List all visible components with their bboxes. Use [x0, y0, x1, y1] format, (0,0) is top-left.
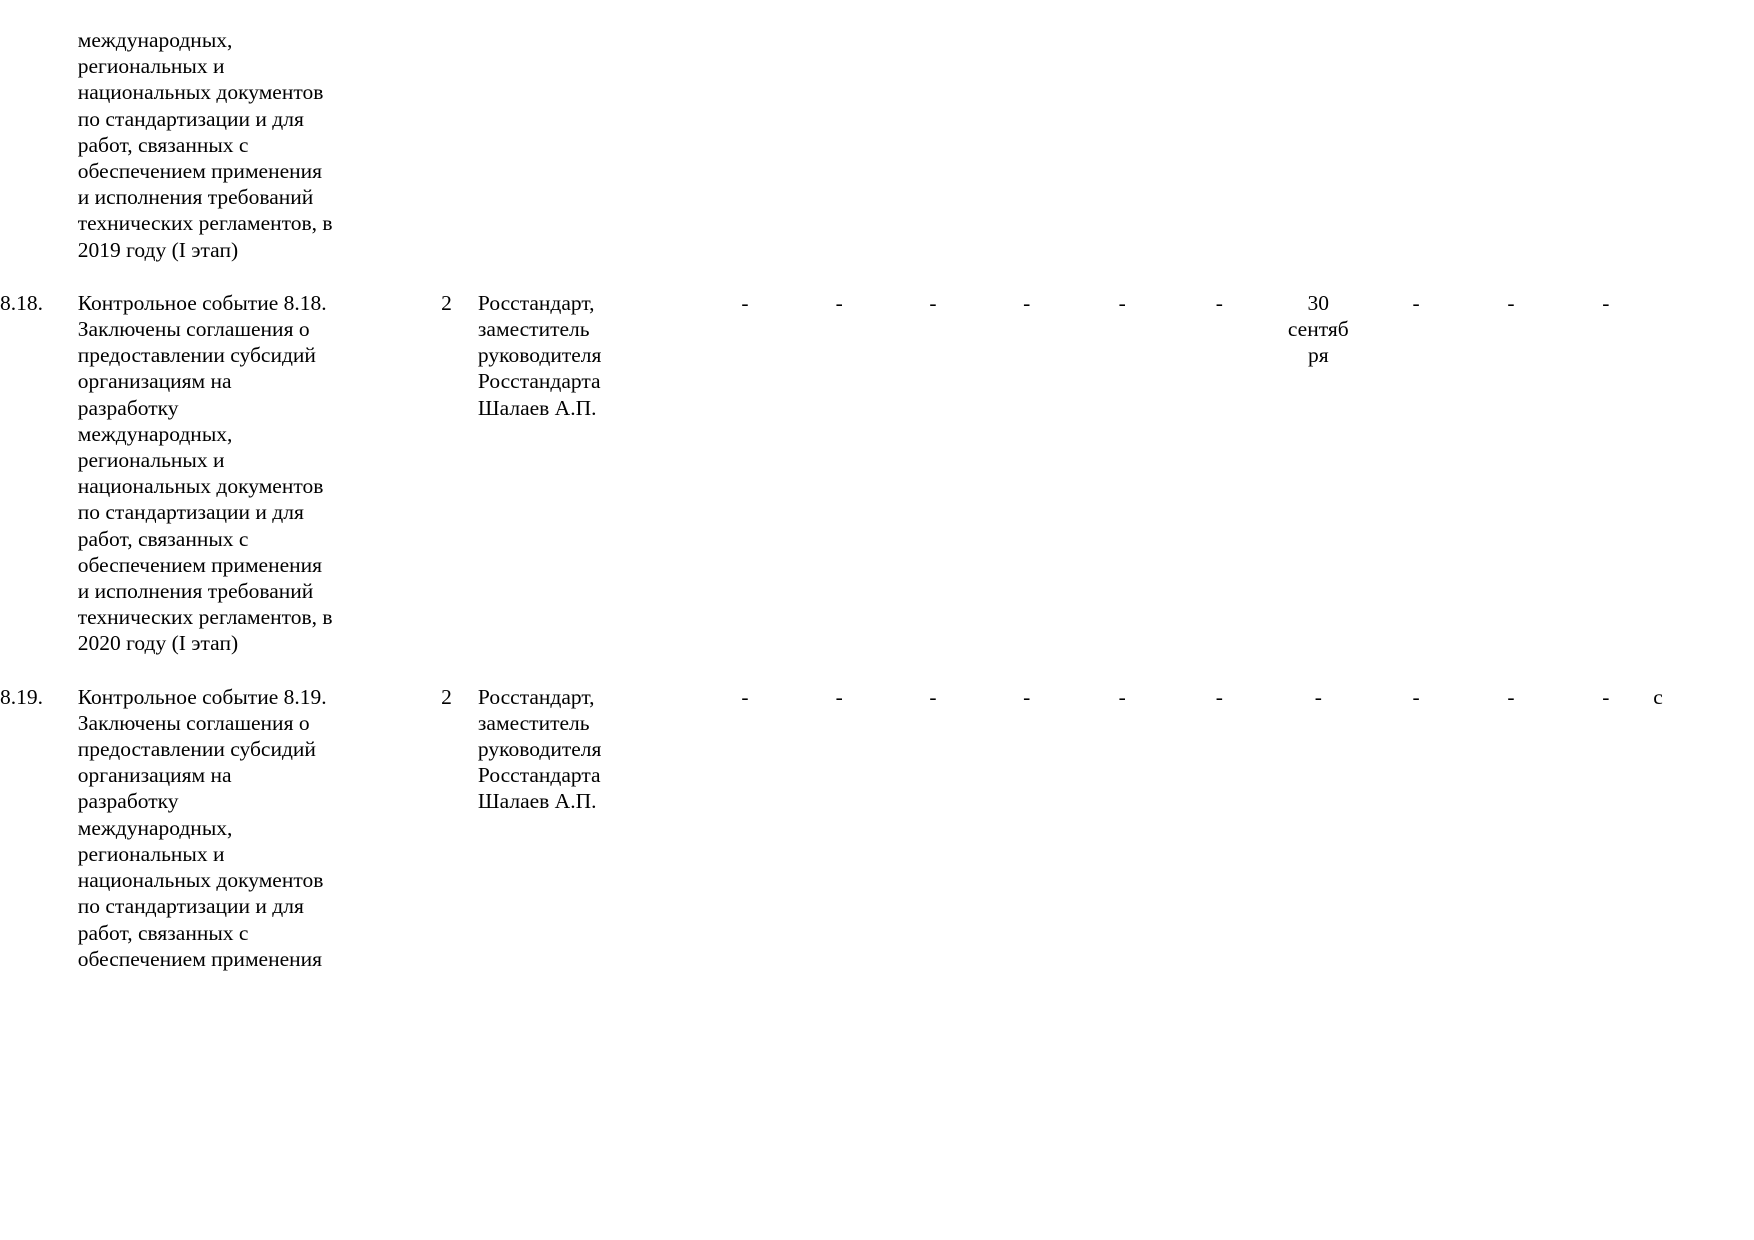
row-value: - — [929, 290, 937, 315]
row-name-line: технических регламентов, в — [77, 605, 333, 630]
responsible-line: заместитель — [477, 317, 590, 342]
row-name-line: международных, — [77, 421, 233, 446]
row-value: - — [1412, 290, 1420, 315]
row-gap-cell — [0, 657, 1754, 684]
top-margin-spacer — [0, 0, 1754, 27]
responsible-line: руководителя — [477, 737, 602, 762]
row-name-line: предоставлении субсидий — [77, 737, 316, 762]
tail-empty — [1653, 27, 1754, 263]
row-number: 8.19. — [0, 684, 43, 709]
value-empty — [1171, 27, 1268, 263]
responsible-line: Шалаев А.П. — [477, 789, 597, 814]
continued-line: и исполнения требований — [77, 185, 314, 210]
row-name-line: Заключены соглашения о — [77, 710, 310, 735]
row-value: - — [1023, 290, 1031, 315]
date-line: сентяб — [1287, 317, 1349, 342]
value-empty — [792, 27, 886, 263]
row-value: - — [1602, 684, 1610, 709]
responsible-line: Шалаев А.П. — [477, 395, 597, 420]
row-value: - — [1412, 684, 1420, 709]
row-value: - — [741, 684, 749, 709]
value-empty — [1369, 27, 1464, 263]
row-value: - — [1023, 684, 1031, 709]
row-tail: с — [1653, 684, 1663, 709]
table-row — [0, 684, 1754, 972]
row-name-line: и исполнения требований — [77, 579, 314, 604]
continued-line: по стандартизации и для — [77, 106, 304, 131]
row-name-line: обеспечением применения — [77, 946, 323, 971]
row-name-cell — [78, 290, 415, 657]
row-name-line: разработку — [77, 789, 179, 814]
row-name-line: обеспечением применения — [77, 552, 323, 577]
responsible-empty — [478, 27, 698, 263]
row-name-line: по стандартизации и для — [77, 894, 304, 919]
row-value: - — [1215, 290, 1223, 315]
row-value: - — [741, 290, 749, 315]
continued-line: региональных и — [77, 54, 225, 79]
row-name-line: Контрольное событие 8.19. — [77, 684, 327, 709]
value-empty — [980, 27, 1074, 263]
value-empty — [1074, 27, 1171, 263]
row-value: - — [1507, 290, 1515, 315]
responsible-line: Росстандарт, — [477, 684, 595, 709]
row-name-line: работ, связанных с — [77, 920, 249, 945]
row-value: - — [835, 290, 843, 315]
value-empty — [1463, 27, 1558, 263]
row-date-cell — [1268, 684, 1369, 972]
row-value: - — [1118, 290, 1126, 315]
row-name-line: по стандартизации и для — [77, 500, 304, 525]
continued-name-cell — [78, 27, 415, 263]
row-name-line: региональных и — [77, 448, 225, 473]
row-responsible-cell — [478, 684, 698, 972]
continued-line: обеспечением применения — [77, 159, 323, 184]
date-line: - — [1314, 684, 1322, 709]
row-number-empty — [0, 27, 78, 263]
row-name-line: национальных документов — [77, 868, 324, 893]
responsible-line: руководителя — [477, 343, 602, 368]
row-gap — [0, 263, 1754, 290]
row-name-line: предоставлении субсидий — [77, 343, 316, 368]
row-level: 2 — [441, 684, 452, 709]
responsible-line: Росстандарт, — [477, 290, 595, 315]
row-name-line: работ, связанных с — [77, 526, 249, 551]
row-responsible-cell — [478, 290, 698, 657]
continued-line: 2019 году (I этап) — [77, 237, 239, 262]
row-name-cell — [78, 684, 415, 972]
row-value: - — [1118, 684, 1126, 709]
row-name-line: региональных и — [77, 841, 225, 866]
row-name-line: Контрольное событие 8.18. — [77, 290, 327, 315]
date-empty — [1268, 27, 1369, 263]
row-value: - — [929, 684, 937, 709]
date-line: ря — [1307, 343, 1329, 368]
value-empty — [1558, 27, 1653, 263]
row-value: - — [1507, 684, 1515, 709]
row-tail — [1653, 290, 1754, 657]
row-name-line: 2020 году (I этап) — [77, 631, 239, 656]
row-name-line: организациям на — [77, 369, 232, 394]
value-empty — [697, 27, 792, 263]
table-row-continued — [0, 27, 1754, 263]
continued-line: национальных документов — [77, 80, 324, 105]
continued-line: работ, связанных с — [77, 132, 249, 157]
continued-line: международных, — [77, 28, 233, 52]
row-date-cell — [1268, 290, 1369, 657]
row-value: - — [1215, 684, 1223, 709]
row-value: - — [1602, 290, 1610, 315]
row-value: - — [835, 684, 843, 709]
value-empty — [886, 27, 980, 263]
row-number: 8.18. — [0, 290, 43, 315]
top-margin — [0, 0, 1754, 27]
row-name-line: международных, — [77, 815, 233, 840]
row-gap — [0, 657, 1754, 684]
row-name-line: разработку — [77, 395, 179, 420]
responsible-line: Росстандарта — [477, 763, 601, 788]
row-name-line: организациям на — [77, 763, 232, 788]
date-line: 30 — [1307, 290, 1330, 315]
row-level: 2 — [441, 290, 452, 315]
level-empty — [415, 27, 478, 263]
responsible-line: заместитель — [477, 710, 590, 735]
table-row — [0, 290, 1754, 657]
row-name-line: Заключены соглашения о — [77, 317, 310, 342]
continued-line: технических регламентов, в — [77, 211, 333, 236]
responsible-line: Росстандарта — [477, 369, 601, 394]
row-gap-cell — [0, 263, 1754, 290]
row-name-line: национальных документов — [77, 474, 324, 499]
